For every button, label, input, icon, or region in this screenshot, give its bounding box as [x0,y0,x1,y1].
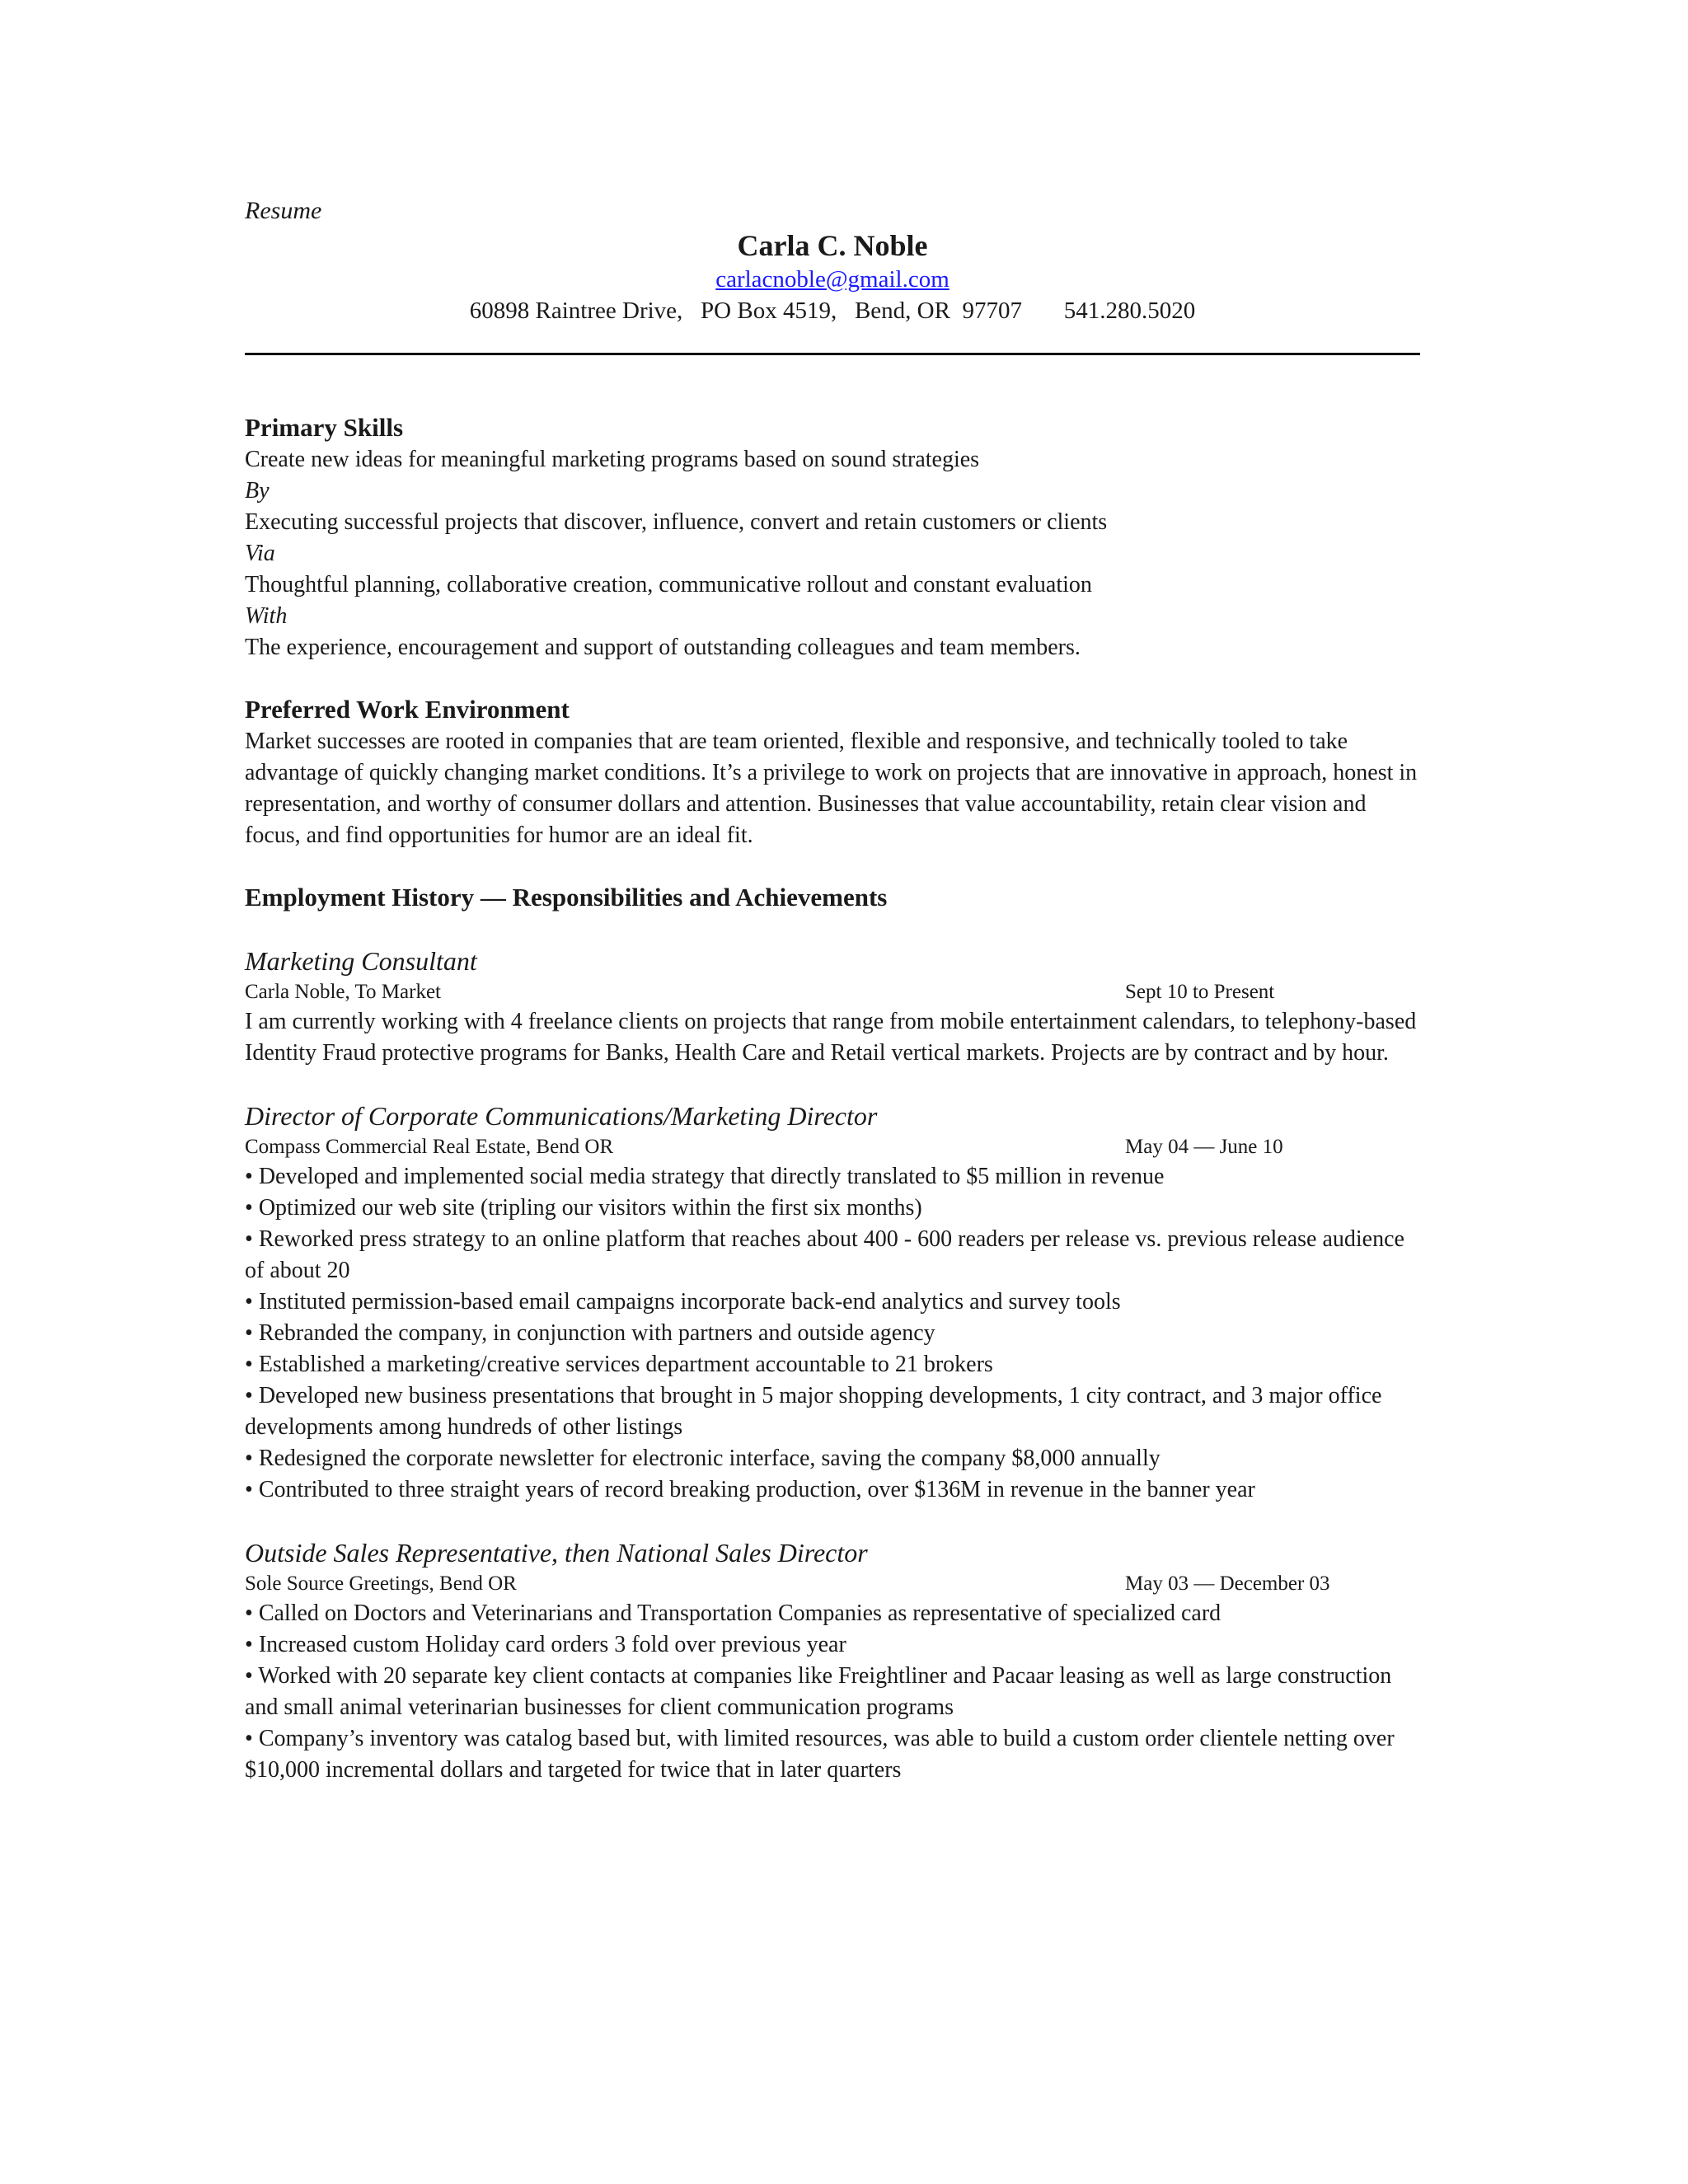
employment-section [245,881,1420,1786]
job-meta [245,1570,1420,1598]
job-company: Sole Source Greetings, Bend OR [245,1572,517,1595]
job-company: Carla Noble, To Market [245,981,442,1003]
achievement-item: • Rebranded the company, in conjunction with partners and outside agency [245,1318,1420,1349]
achievement-item: • Redesigned the corporate newsletter for electronic interface, saving the company $8,000 annually [245,1443,1420,1474]
skills-connector: By [245,478,270,504]
job-achievements-list [245,1161,1420,1506]
achievement-item: • Company’s inventory was catalog based but, with limited resources, was able to build a custom order clientele netting over $10,000 incremental dollars and targeted for twice that in later quarters [245,1723,1420,1786]
candidate-name: Carla C. Noble [737,229,928,262]
work-environment-heading: Preferred Work Environment [245,695,570,724]
job-dates: Sept 10 to Present [1125,981,1275,1003]
work-environment-section [245,693,1420,851]
email-link[interactable]: carlacnoble@gmail.com [715,266,950,293]
skills-line: Create new ideas for meaningful marketing programs based on sound strategies [245,447,980,472]
job-entry [245,944,1420,1069]
skills-line: The experience, encouragement and support of outstanding colleagues and team members. [245,635,1081,660]
job-meta [245,978,1420,1006]
job-title: Marketing Consultant [245,946,477,976]
achievement-item: • Optimized our web site (tripling our visitors within the first six months) [245,1193,1420,1224]
primary-skills-heading: Primary Skills [245,413,404,442]
achievement-item: • Reworked press strategy to an online platform that reaches about 400 - 600 readers per release vs. previous release audience of about 20 [245,1224,1420,1286]
job-dates: May 03 — December 03 [1125,1572,1330,1595]
job-title: Outside Sales Representative, then National Sales Director [245,1538,868,1568]
skills-line: Executing successful projects that discover, influence, convert and retain customers or clients [245,509,1108,535]
job-title: Director of Corporate Communications/Marketing Director [245,1101,878,1131]
primary-skills-section [245,411,1420,663]
job-meta [245,1133,1420,1161]
achievement-item: • Developed new business presentations that brought in 5 major shopping developments, 1 city contract, and 3 major office developments among hundreds of other listings [245,1380,1420,1443]
primary-skills-lines [245,444,1420,663]
address-city: Bend, OR 97707 [854,298,1022,324]
skills-line: Thoughtful planning, collaborative creation, communicative rollout and constant evaluation [245,572,1092,598]
phone-number: 541.280.5020 [1063,298,1196,324]
employment-heading: Employment History — Responsibilities and Achievements [245,883,888,912]
email-line [245,264,1420,295]
header-divider [245,353,1420,355]
employment-jobs [245,944,1420,1786]
document-type-label: Resume [245,197,322,224]
work-environment-text: Market successes are rooted in companies that are team oriented, flexible and responsive, and technically tooled to take advantage of quickly changing market conditions. It’s a privilege to work on projects that are innovative in approach, honest in representation, and worthy of consumer dollars and attention. Businesses that value accountability, retain clear vision and focus, and find opportunities for humor are an ideal fit. [245,729,1418,848]
resume-page [245,194,1420,1786]
skills-connector: Via [245,541,275,566]
job-dates: May 04 — June 10 [1125,1136,1283,1158]
skills-connector: With [245,603,288,629]
achievement-item: • Contributed to three straight years of record breaking production, over $136M in revenue in the banner year [245,1474,1420,1506]
achievement-item: • Called on Doctors and Veterinarians and Transportation Companies as representative of specialized card [245,1598,1420,1629]
job-company: Compass Commercial Real Estate, Bend OR [245,1136,614,1158]
achievement-item: • Instituted permission-based email campaigns incorporate back-end analytics and survey tools [245,1286,1420,1318]
job-entry [245,1099,1420,1506]
job-description: I am currently working with 4 freelance clients on projects that range from mobile entertainment calendars, to telephony-based Identity Fraud protective programs for Banks, Health Care and Retail vertical markets. Projects are by contract and by hour. [245,1009,1417,1066]
achievement-item: • Increased custom Holiday card orders 3 fold over previous year [245,1629,1420,1661]
address-street: 60898 Raintree Drive, [469,298,683,324]
achievement-item: • Established a marketing/creative services department accountable to 21 brokers [245,1349,1420,1380]
contact-line [245,295,1420,326]
achievement-item: • Developed and implemented social media strategy that directly translated to $5 million in revenue [245,1161,1420,1193]
job-entry [245,1535,1420,1786]
job-achievements-list [245,1598,1420,1786]
address-pobox: PO Box 4519, [701,298,837,324]
achievement-item: • Worked with 20 separate key client contacts at companies like Freightliner and Pacaar leasing as well as large construction and small animal veterinarian businesses for client communication programs [245,1661,1420,1723]
